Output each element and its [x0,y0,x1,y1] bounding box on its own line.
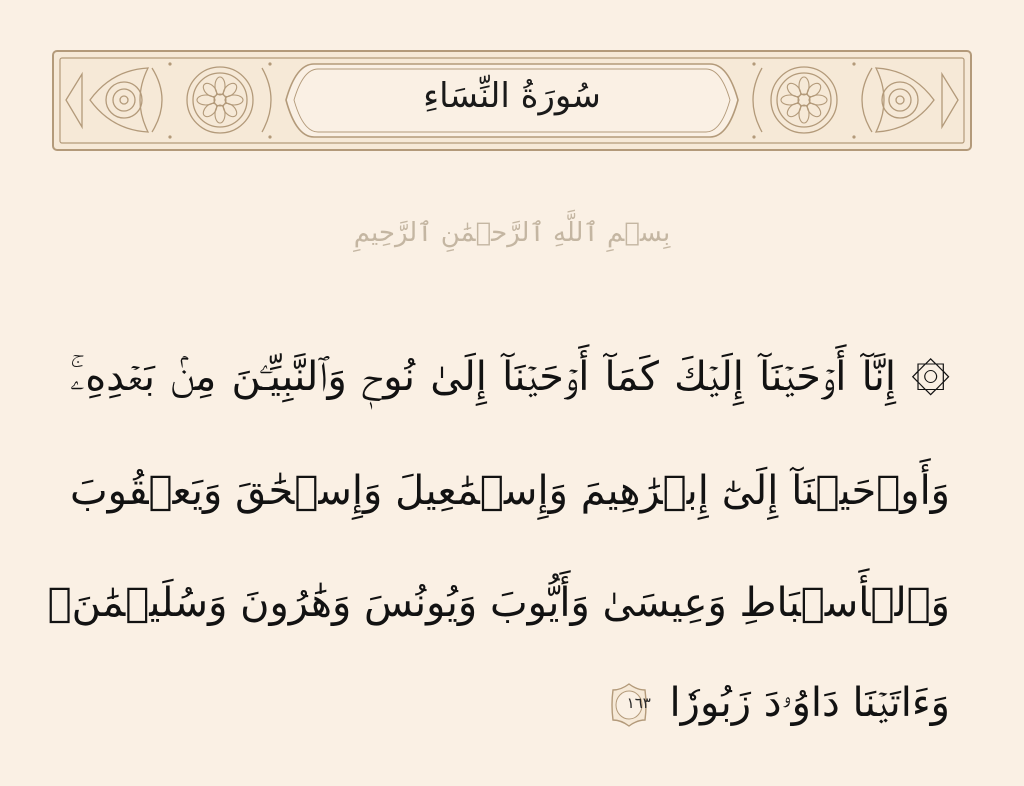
verse-number-medallion [607,682,651,728]
surah-title: سُورَةُ النِّسَاءِ [423,76,601,116]
verse-line-2: وَأَوۡحَيۡنَآ إِلَىٰٓ إِبۡرَٰهِيمَ وَإِسۡمَٰعِيلَ وَإِسۡحَٰقَ وَيَعۡقُوبَ [70,468,950,514]
basmala: بِسۡمِ ٱللَّهِ ٱلرَّحۡمَٰنِ ٱلرَّحِيمِ [353,218,671,248]
verse-line-4-text: وَءَاتَيۡنَا دَاوُۥدَ زَبُورٗا [669,680,950,726]
verse-line-3: وَٱلۡأَسۡبَاطِ وَعِيسَىٰ وَأَيُّوبَ وَيُونُسَ وَهَٰرُونَ وَسُلَيۡمَٰنَۚ [47,580,950,626]
surah-header [52,50,972,151]
verse-number: ١٦٣ [626,694,651,712]
verse-line-1: ۞ إِنَّآ أَوۡحَيۡنَآ إِلَيۡكَ كَمَآ أَوۡحَيۡنَآ إِلَىٰ نُوحٖ وَٱلنَّبِيِّـۧنَ مِنۢ بَعۡدِهِۦۚ [70,354,950,400]
verse-line-4 [70,680,950,728]
